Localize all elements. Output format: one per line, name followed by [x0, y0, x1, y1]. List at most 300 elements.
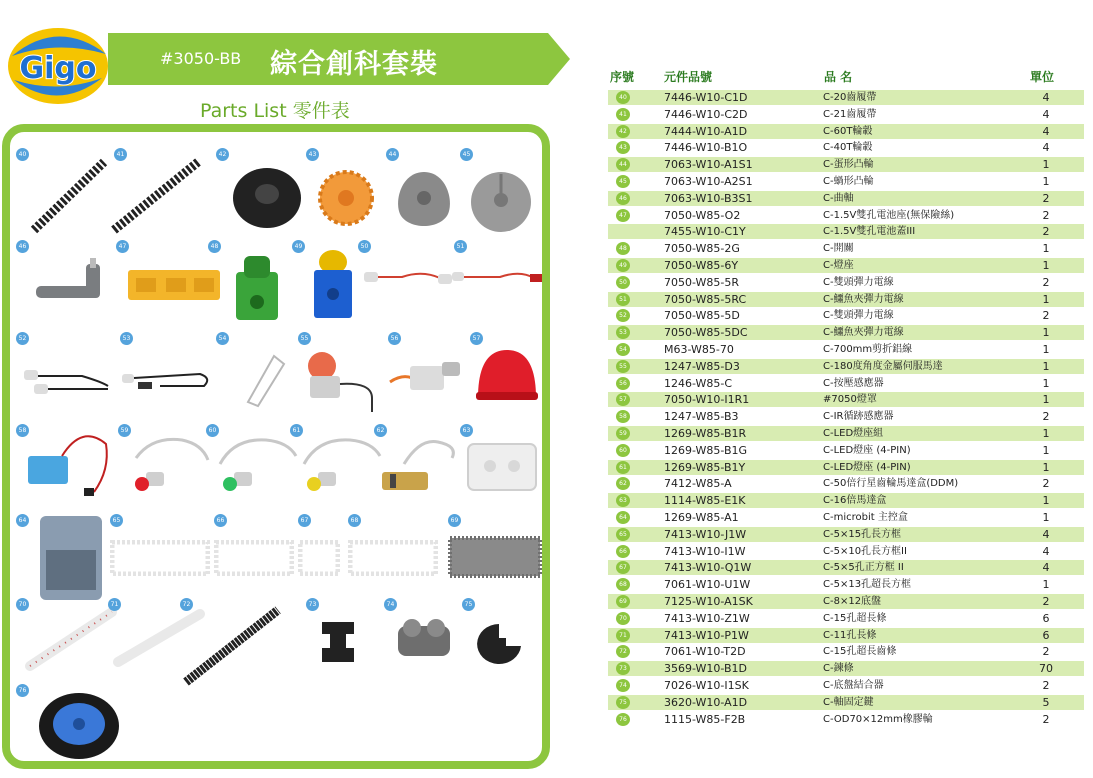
part-unit: 4 [1042, 527, 1050, 541]
row-number-badge: 47 [616, 209, 630, 222]
part-unit: 70 [1039, 662, 1053, 676]
part-unit: 2 [1042, 645, 1050, 659]
part-code: 1247-W85-D3 [664, 359, 740, 373]
row-number-badge: 44 [616, 158, 630, 171]
table-row [608, 611, 1084, 626]
part-cell [180, 598, 258, 680]
part-cell [374, 424, 452, 506]
table-row [608, 224, 1084, 239]
table-row [608, 510, 1084, 525]
row-number-badge: 71 [616, 629, 630, 642]
part-cell [460, 148, 538, 230]
table-row [608, 712, 1084, 727]
row-number-badge: 72 [616, 645, 630, 658]
part-cell [216, 332, 294, 414]
row-number-badge: 75 [616, 696, 630, 709]
spring-wire-part-icon [362, 260, 454, 310]
part-name: C-20齒履帶 [823, 92, 877, 103]
part-code: 7063-W10-A2S1 [664, 175, 753, 188]
row-number-badge: 73 [616, 662, 630, 675]
part-number-badge: 74 [384, 598, 397, 611]
part-code: 7455-W10-C1Y [664, 225, 746, 239]
part-code: 7050-W85-5D [664, 309, 740, 323]
rack-part-icon [180, 604, 284, 688]
switch-part-icon [232, 254, 282, 324]
part-code: 7050-W85-5R [664, 275, 740, 289]
table-row [608, 594, 1084, 609]
row-number-badge: 56 [616, 377, 630, 390]
part-unit: 4 [1042, 107, 1050, 121]
svg-text:Gigo: Gigo [19, 51, 97, 86]
part-name: C-鍊條 [823, 663, 854, 675]
part-name: C-11孔長條 [823, 629, 877, 641]
table-row [608, 426, 1084, 441]
table-row [608, 191, 1084, 206]
lamp-holder-part-icon [308, 248, 358, 324]
part-name: C-蛋形凸輪 [823, 159, 874, 171]
table-row [608, 661, 1084, 676]
part-cell [384, 598, 462, 680]
gear-part-icon [318, 168, 374, 228]
part-unit: 5 [1042, 695, 1050, 709]
part-unit: 1 [1042, 343, 1050, 356]
led-holder-part-icon [122, 434, 212, 498]
part-code: 7063-W10-B3S1 [664, 191, 753, 205]
row-number-badge: 49 [616, 259, 630, 272]
part-code: 7413-W10-Z1W [664, 611, 750, 625]
part-number-badge: 63 [460, 424, 473, 437]
part-unit: 1 [1042, 158, 1050, 172]
part-cell [16, 684, 94, 766]
part-code: 3620-W10-A1D [664, 695, 748, 709]
model-number: #3050-BB [160, 49, 242, 68]
part-code: 7026-W10-I1SK [664, 679, 749, 692]
row-number-badge: 61 [616, 461, 630, 474]
part-number-badge: 55 [298, 332, 311, 345]
part-name: C-雙頭彈力電線 [823, 276, 894, 288]
part-cell [114, 148, 192, 230]
part-name: C-LED燈座組 [823, 428, 884, 439]
row-number-badge: 59 [616, 427, 630, 440]
part-number-badge: 53 [120, 332, 133, 345]
part-cell [306, 148, 384, 230]
part-name: C-15孔超長條 [823, 612, 887, 624]
part-cell [462, 598, 540, 680]
part-number-badge: 48 [208, 240, 221, 253]
part-number-badge: 49 [292, 240, 305, 253]
aluminum-wire-part-icon [240, 352, 290, 408]
part-number-badge: 65 [110, 514, 123, 527]
table-row [608, 124, 1084, 139]
row-number-badge: 74 [616, 679, 630, 692]
part-code: 7125-W10-A1SK [664, 595, 753, 608]
table-row [608, 544, 1084, 559]
part-name: C-雙頭彈力電線 [823, 310, 894, 322]
part-name: C-曲軸 [823, 192, 854, 204]
part-unit: 4 [1042, 544, 1050, 558]
part-name: C-8×12底盤 [823, 596, 882, 607]
part-code: 7050-W85-6Y [664, 259, 739, 272]
column-header-code: 元件品號 [664, 70, 713, 84]
part-unit: 2 [1042, 191, 1050, 205]
part-name: C-鱷魚夾彈力電線 [823, 327, 904, 339]
column-header-unit: 單位 [1030, 70, 1055, 84]
row-number-badge: 66 [616, 545, 630, 558]
lamp-cover-part-icon [474, 346, 540, 402]
row-number-badge: 62 [616, 477, 630, 490]
part-unit: 6 [1042, 611, 1050, 625]
part-code: 3569-W10-B1D [664, 662, 747, 676]
part-name: C-180度角度金屬伺服馬達 [823, 360, 943, 372]
part-cell [116, 240, 194, 322]
part-code: M63-W85-70 [664, 343, 734, 356]
part-number-badge: 52 [16, 332, 29, 345]
part-cell [214, 514, 292, 596]
part-name: C-開關 [823, 243, 854, 255]
row-number-badge: 76 [616, 713, 630, 726]
servo-motor-part-icon [302, 348, 390, 416]
gear-motor-part-icon [374, 436, 460, 500]
part-code: 7446-W10-C1D [664, 91, 748, 104]
part-cell [16, 424, 94, 506]
part-cell [16, 514, 94, 596]
part-code: 7412-W85-A [664, 477, 732, 491]
chain-part-icon [316, 618, 360, 666]
part-name: C-1.5V雙孔電池蓋III [823, 226, 916, 238]
row-number-badge: 54 [616, 343, 630, 356]
part-number-badge: 58 [16, 424, 29, 437]
row-number-badge: 53 [616, 326, 630, 339]
long-beam-part-icon [24, 604, 118, 674]
part-cell [216, 148, 294, 230]
part-name: C-5×10孔長方框II [823, 545, 907, 557]
part-code: 7413-W10-P1W [664, 628, 749, 642]
part-number-badge: 45 [460, 148, 473, 161]
part-unit: 2 [1042, 208, 1050, 222]
part-name: C-microbit 主控盒 [823, 512, 908, 523]
hub-part-icon [232, 166, 302, 230]
part-code: 1114-W85-E1K [664, 494, 746, 508]
axle-key-part-icon [472, 620, 526, 666]
part-code: 7413-W10-I1W [664, 544, 746, 558]
table-row [608, 527, 1084, 542]
part-number-badge: 42 [216, 148, 229, 161]
part-name: C-40T輪轂 [823, 142, 873, 154]
chassis-connector-part-icon [396, 616, 452, 664]
part-name: C-LED燈座 (4-PIN) [823, 444, 911, 456]
part-name: C-5×5孔正方框 II [823, 562, 904, 574]
row-number-badge: 65 [616, 528, 630, 541]
table-row [608, 460, 1084, 475]
table-row [608, 308, 1084, 323]
part-name: C-60T輪轂 [823, 125, 873, 137]
part-unit: 2 [1042, 679, 1050, 692]
part-code: 7050-W10-I1R1 [664, 393, 750, 407]
part-unit: 1 [1042, 460, 1050, 474]
part-cell [290, 424, 368, 506]
part-unit: 1 [1042, 359, 1050, 373]
part-unit: 2 [1042, 225, 1050, 239]
part-number-badge: 66 [214, 514, 227, 527]
table-row [608, 376, 1084, 391]
part-name: C-鱷魚夾彈力電線 [823, 293, 904, 305]
table-row [608, 107, 1084, 122]
part-unit: 1 [1042, 427, 1050, 440]
track-part-icon [28, 156, 112, 236]
part-unit: 1 [1042, 376, 1050, 390]
part-unit: 2 [1042, 309, 1050, 323]
table-row [608, 157, 1084, 172]
table-row [608, 342, 1084, 357]
table-row [608, 560, 1084, 575]
part-code: 7063-W10-A1S1 [664, 158, 753, 172]
table-row [608, 241, 1084, 256]
motor-box-part-icon [464, 436, 540, 496]
part-name: C-LED燈座 (4-PIN) [823, 461, 911, 473]
table-row [608, 392, 1084, 407]
part-cell [386, 148, 464, 230]
part-number-badge: 51 [454, 240, 467, 253]
part-number-badge: 70 [16, 598, 29, 611]
part-cell [358, 240, 436, 322]
part-name: C-OD70×12mm橡膠輪 [823, 713, 933, 725]
part-code: 7050-W85-5RC [664, 292, 747, 306]
part-code: 7050-W85-2G [664, 242, 740, 256]
part-code: 1115-W85-F2B [664, 712, 746, 726]
table-row [608, 644, 1084, 659]
part-code: 7061-W10-T2D [664, 645, 746, 659]
square-frame-part-icon [298, 540, 340, 576]
row-number-badge: 57 [616, 393, 630, 406]
row-number-badge: 52 [616, 309, 630, 322]
part-code: 7444-W10-A1D [664, 124, 748, 138]
part-name: C-50倍行星齒輪馬達盒(DDM) [823, 478, 959, 490]
table-row [608, 678, 1084, 693]
part-unit: 1 [1042, 326, 1050, 340]
part-name: C-蝸形凸輪 [823, 176, 874, 187]
part-number-badge: 56 [388, 332, 401, 345]
table-row [608, 493, 1084, 508]
part-cell [16, 148, 94, 230]
part-name: C-5×15孔長方框 [823, 528, 902, 540]
part-cell [16, 332, 94, 414]
part-cell [208, 240, 286, 322]
cam-part-icon [392, 170, 456, 230]
part-cell [306, 598, 384, 680]
part-unit: 4 [1042, 561, 1050, 575]
table-row [608, 325, 1084, 340]
table-row [608, 90, 1084, 105]
track-part-icon [108, 156, 208, 236]
row-number-badge: 67 [616, 561, 630, 574]
part-unit: 6 [1042, 628, 1050, 642]
part-unit: 1 [1042, 259, 1050, 272]
clip-wire-part-icon [120, 364, 216, 398]
row-number-badge: 43 [616, 141, 630, 154]
part-number-badge: 72 [180, 598, 193, 611]
table-row [608, 140, 1084, 155]
part-cell [120, 332, 198, 414]
part-name: C-700mm剪折鋁線 [823, 344, 913, 355]
part-number-badge: 46 [16, 240, 29, 253]
page-title: 綜合創科套裝 [270, 49, 438, 80]
part-cell [298, 332, 376, 414]
part-unit: 1 [1042, 578, 1050, 592]
table-row [608, 292, 1084, 307]
part-unit: 1 [1042, 242, 1050, 256]
part-code: 7413-W10-Q1W [664, 561, 752, 575]
press-sensor-part-icon [388, 354, 468, 404]
row-number-badge: 70 [616, 612, 630, 625]
part-unit: 2 [1042, 275, 1050, 289]
part-number-badge: 73 [306, 598, 319, 611]
part-cell [108, 598, 186, 680]
part-unit: 2 [1042, 410, 1050, 424]
row-number-badge: 60 [616, 444, 630, 457]
part-unit: 1 [1042, 292, 1050, 306]
part-cell [16, 240, 94, 322]
part-unit: 2 [1042, 477, 1050, 491]
table-row [608, 275, 1084, 290]
table-row [608, 208, 1084, 223]
part-number-badge: 59 [118, 424, 131, 437]
part-number-badge: 41 [114, 148, 127, 161]
row-number-badge: 68 [616, 578, 630, 591]
chassis-part-icon [448, 536, 542, 578]
part-cell [348, 514, 426, 596]
part-code: 1269-W85-B1R [664, 427, 747, 440]
row-number-badge: 45 [616, 175, 630, 188]
part-number-badge: 43 [306, 148, 319, 161]
part-code: 7061-W10-U1W [664, 578, 751, 592]
gigo-logo [2, 16, 114, 116]
part-name: C-21齒履帶 [823, 108, 877, 120]
part-number-badge: 47 [116, 240, 129, 253]
part-number-badge: 71 [108, 598, 121, 611]
row-number-badge: 64 [616, 511, 630, 524]
part-cell [454, 240, 532, 322]
part-cell [206, 424, 284, 506]
crank-part-icon [26, 258, 112, 314]
led-holder-part-icon [294, 434, 384, 498]
table-row [608, 359, 1084, 374]
part-name: C-1.5V雙孔電池座(無保險絲) [823, 209, 955, 221]
table-row [608, 409, 1084, 424]
table-row [608, 628, 1084, 643]
part-unit: 1 [1042, 494, 1050, 508]
part-code: 7050-W85-5DC [664, 326, 748, 340]
part-number-badge: 76 [16, 684, 29, 697]
column-header-name: 品 名 [824, 70, 853, 84]
part-number-badge: 75 [462, 598, 475, 611]
table-row [608, 695, 1084, 710]
wheel-part-icon [38, 690, 120, 760]
part-unit: 1 [1042, 175, 1050, 188]
part-cell [388, 332, 466, 414]
row-number-badge: 48 [616, 242, 630, 255]
clip-wire-part-icon [450, 262, 544, 312]
part-unit: 2 [1042, 712, 1050, 726]
part-name: #7050燈罩 [823, 394, 877, 406]
part-name: C-燈座 [823, 260, 854, 271]
part-code: 1246-W85-C [664, 376, 733, 390]
frame-part-icon [214, 540, 294, 576]
part-cell [16, 598, 94, 680]
part-cell [118, 424, 196, 506]
part-unit: 1 [1042, 511, 1050, 524]
part-number-badge: 69 [448, 514, 461, 527]
part-number-badge: 60 [206, 424, 219, 437]
part-number-badge: 61 [290, 424, 303, 437]
part-unit: 4 [1042, 124, 1050, 138]
part-name: C-IR循跡感應器 [823, 411, 894, 423]
ir-sensor-part-icon [22, 430, 116, 502]
part-code: 1269-W85-B1G [664, 443, 748, 457]
part-name: C-底盤結合器 [823, 680, 884, 691]
row-number-badge: 50 [616, 276, 630, 289]
row-number-badge: 63 [616, 494, 630, 507]
part-number-badge: 67 [298, 514, 311, 527]
part-cell [448, 514, 526, 596]
table-row [608, 476, 1084, 491]
part-name: C-15孔超長齒條 [823, 646, 897, 658]
part-unit: 4 [1042, 141, 1050, 155]
part-number-badge: 57 [470, 332, 483, 345]
part-number-badge: 62 [374, 424, 387, 437]
row-number-badge: 41 [616, 108, 630, 121]
table-row [608, 577, 1084, 592]
row-number-badge: 46 [616, 192, 630, 205]
part-number-badge: 68 [348, 514, 361, 527]
part-code: 7413-W10-J1W [664, 527, 747, 541]
snail-cam-part-icon [466, 170, 536, 232]
table-row [608, 258, 1084, 273]
row-number-badge: 51 [616, 293, 630, 306]
row-number-badge: 40 [616, 91, 630, 104]
row-number-badge: 58 [616, 410, 630, 423]
part-cell [110, 514, 188, 596]
part-unit: 2 [1042, 595, 1050, 608]
led-holder-part-icon [210, 434, 300, 498]
part-number-badge: 50 [358, 240, 371, 253]
spring-wire-part-icon [22, 362, 116, 402]
frame-part-icon [348, 540, 438, 576]
part-number-badge: 44 [386, 148, 399, 161]
part-code: 1269-W85-B1Y [664, 460, 746, 474]
row-number-badge: 69 [616, 595, 630, 608]
part-cell [460, 424, 538, 506]
part-name: C-16倍馬達盒 [823, 495, 887, 507]
part-name: C-5×13孔超長方框 [823, 579, 912, 591]
parts-list-subtitle: Parts List 零件表 [200, 100, 350, 122]
row-number-badge: 42 [616, 125, 630, 138]
part-code: 7050-W85-O2 [664, 208, 741, 222]
part-unit: 4 [1042, 91, 1050, 104]
table-row [608, 443, 1084, 458]
parts-panel [2, 124, 550, 769]
part-code: 1247-W85-B3 [664, 410, 739, 424]
part-unit: 1 [1042, 443, 1050, 457]
part-unit: 1 [1042, 393, 1050, 407]
part-cell [470, 332, 548, 414]
part-code: 7446-W10-C2D [664, 107, 748, 121]
part-number-badge: 64 [16, 514, 29, 527]
part-code: 1269-W85-A1 [664, 511, 739, 524]
row-number-badge: 55 [616, 360, 630, 373]
part-name: C-按壓感應器 [823, 377, 884, 389]
column-header-no: 序號 [610, 70, 635, 84]
part-name: C-軸固定鍵 [823, 696, 874, 708]
